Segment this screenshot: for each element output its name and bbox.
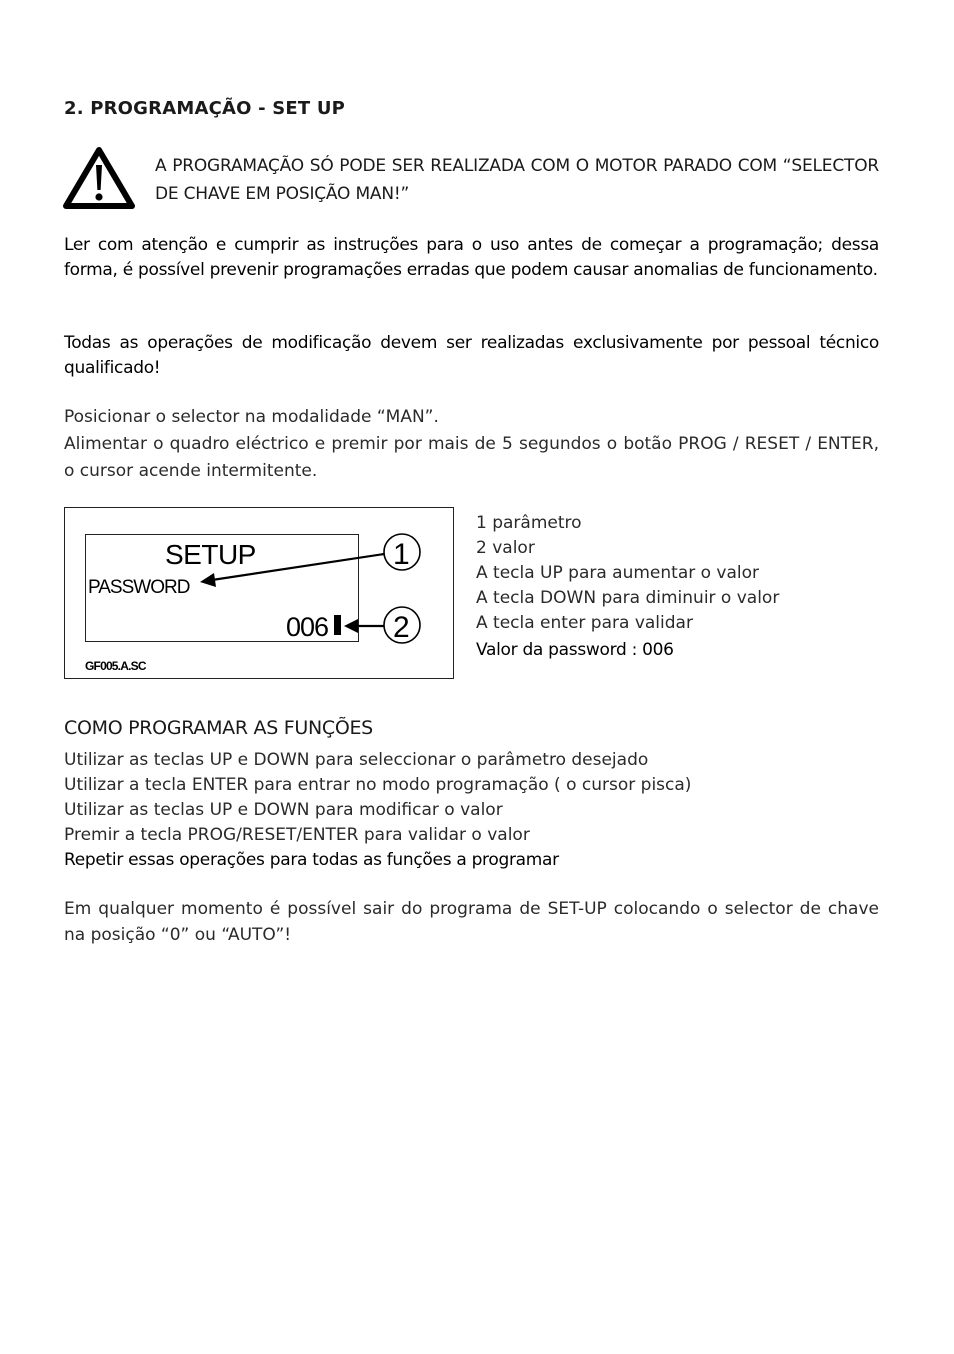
step-select-parameter: Utilizar as teclas UP e DOWN para seleccionar o parâmetro desejado <box>64 750 649 770</box>
figure-code: GF005.A.SC <box>85 659 146 673</box>
instructions-paragraph <box>64 404 879 485</box>
power-on-line: Alimentar o quadro eléctrico e premir por mais de 5 segundos o botão PROG / RESET / ENTER, o cursor acende intermitente. <box>64 434 879 481</box>
legend-up-key: A tecla UP para aumentar o valor <box>476 563 760 583</box>
callout-2-number: 2 <box>393 611 410 644</box>
callout-2-arrowhead <box>344 619 358 633</box>
warning-triangle-icon <box>63 146 135 210</box>
technical-staff-paragraph: Todas as operações de modificação devem ser realizadas exclusivamente por pessoal técnico qualificado! <box>64 333 879 378</box>
warning-text: A PROGRAMAÇÃO SÓ PODE SER REALIZADA COM O MOTOR PARADO COM “SELECTOR DE CHAVE EM POSIÇÃO MAN!” <box>155 156 879 204</box>
attention-paragraph: Ler com atenção e cumprir as instruções para o uso antes de começar a programação; dessa forma, é possível prevenir programações erradas que podem causar anomalias de funcionamento. <box>64 235 879 280</box>
callout-1-arrowhead <box>200 573 216 587</box>
lcd-value: 006 <box>286 612 329 642</box>
section-title: 2. PROGRAMAÇÃO - SET UP <box>64 98 346 119</box>
legend-password-value: Valor da password : 006 <box>476 640 674 660</box>
lcd-figure <box>64 507 454 679</box>
lcd-cursor <box>334 615 341 635</box>
how-to-steps <box>64 748 691 873</box>
step-modify-value: Utilizar as teclas UP e DOWN para modificar o valor <box>64 800 503 820</box>
step-validate-value: Premir a tecla PROG/RESET/ENTER para validar o valor <box>64 825 530 845</box>
step-enter-programming: Utilizar a tecla ENTER para entrar no modo programação ( o cursor pisca) <box>64 775 692 795</box>
legend-item-parameter: 1 parâmetro <box>476 513 582 533</box>
lcd-title: SETUP <box>165 539 256 570</box>
legend-enter-key: A tecla enter para validar <box>476 613 693 633</box>
lcd-parameter: PASSWORD <box>88 577 190 598</box>
how-to-title: COMO PROGRAMAR AS FUNÇÕES <box>64 717 373 739</box>
position-selector-line: Posicionar o selector na modalidade “MAN”. <box>64 407 439 427</box>
legend-down-key: A tecla DOWN para diminuir o valor <box>476 588 780 608</box>
callout-1-number: 1 <box>393 538 410 571</box>
exit-note: Em qualquer momento é possível sair do programa de SET-UP colocando o selector de chave na posição “0” ou “AUTO”! <box>64 899 879 945</box>
lcd-legend <box>476 511 779 663</box>
legend-item-value: 2 valor <box>476 538 535 558</box>
step-repeat: Repetir essas operações para todas as funções a programar <box>64 850 559 870</box>
